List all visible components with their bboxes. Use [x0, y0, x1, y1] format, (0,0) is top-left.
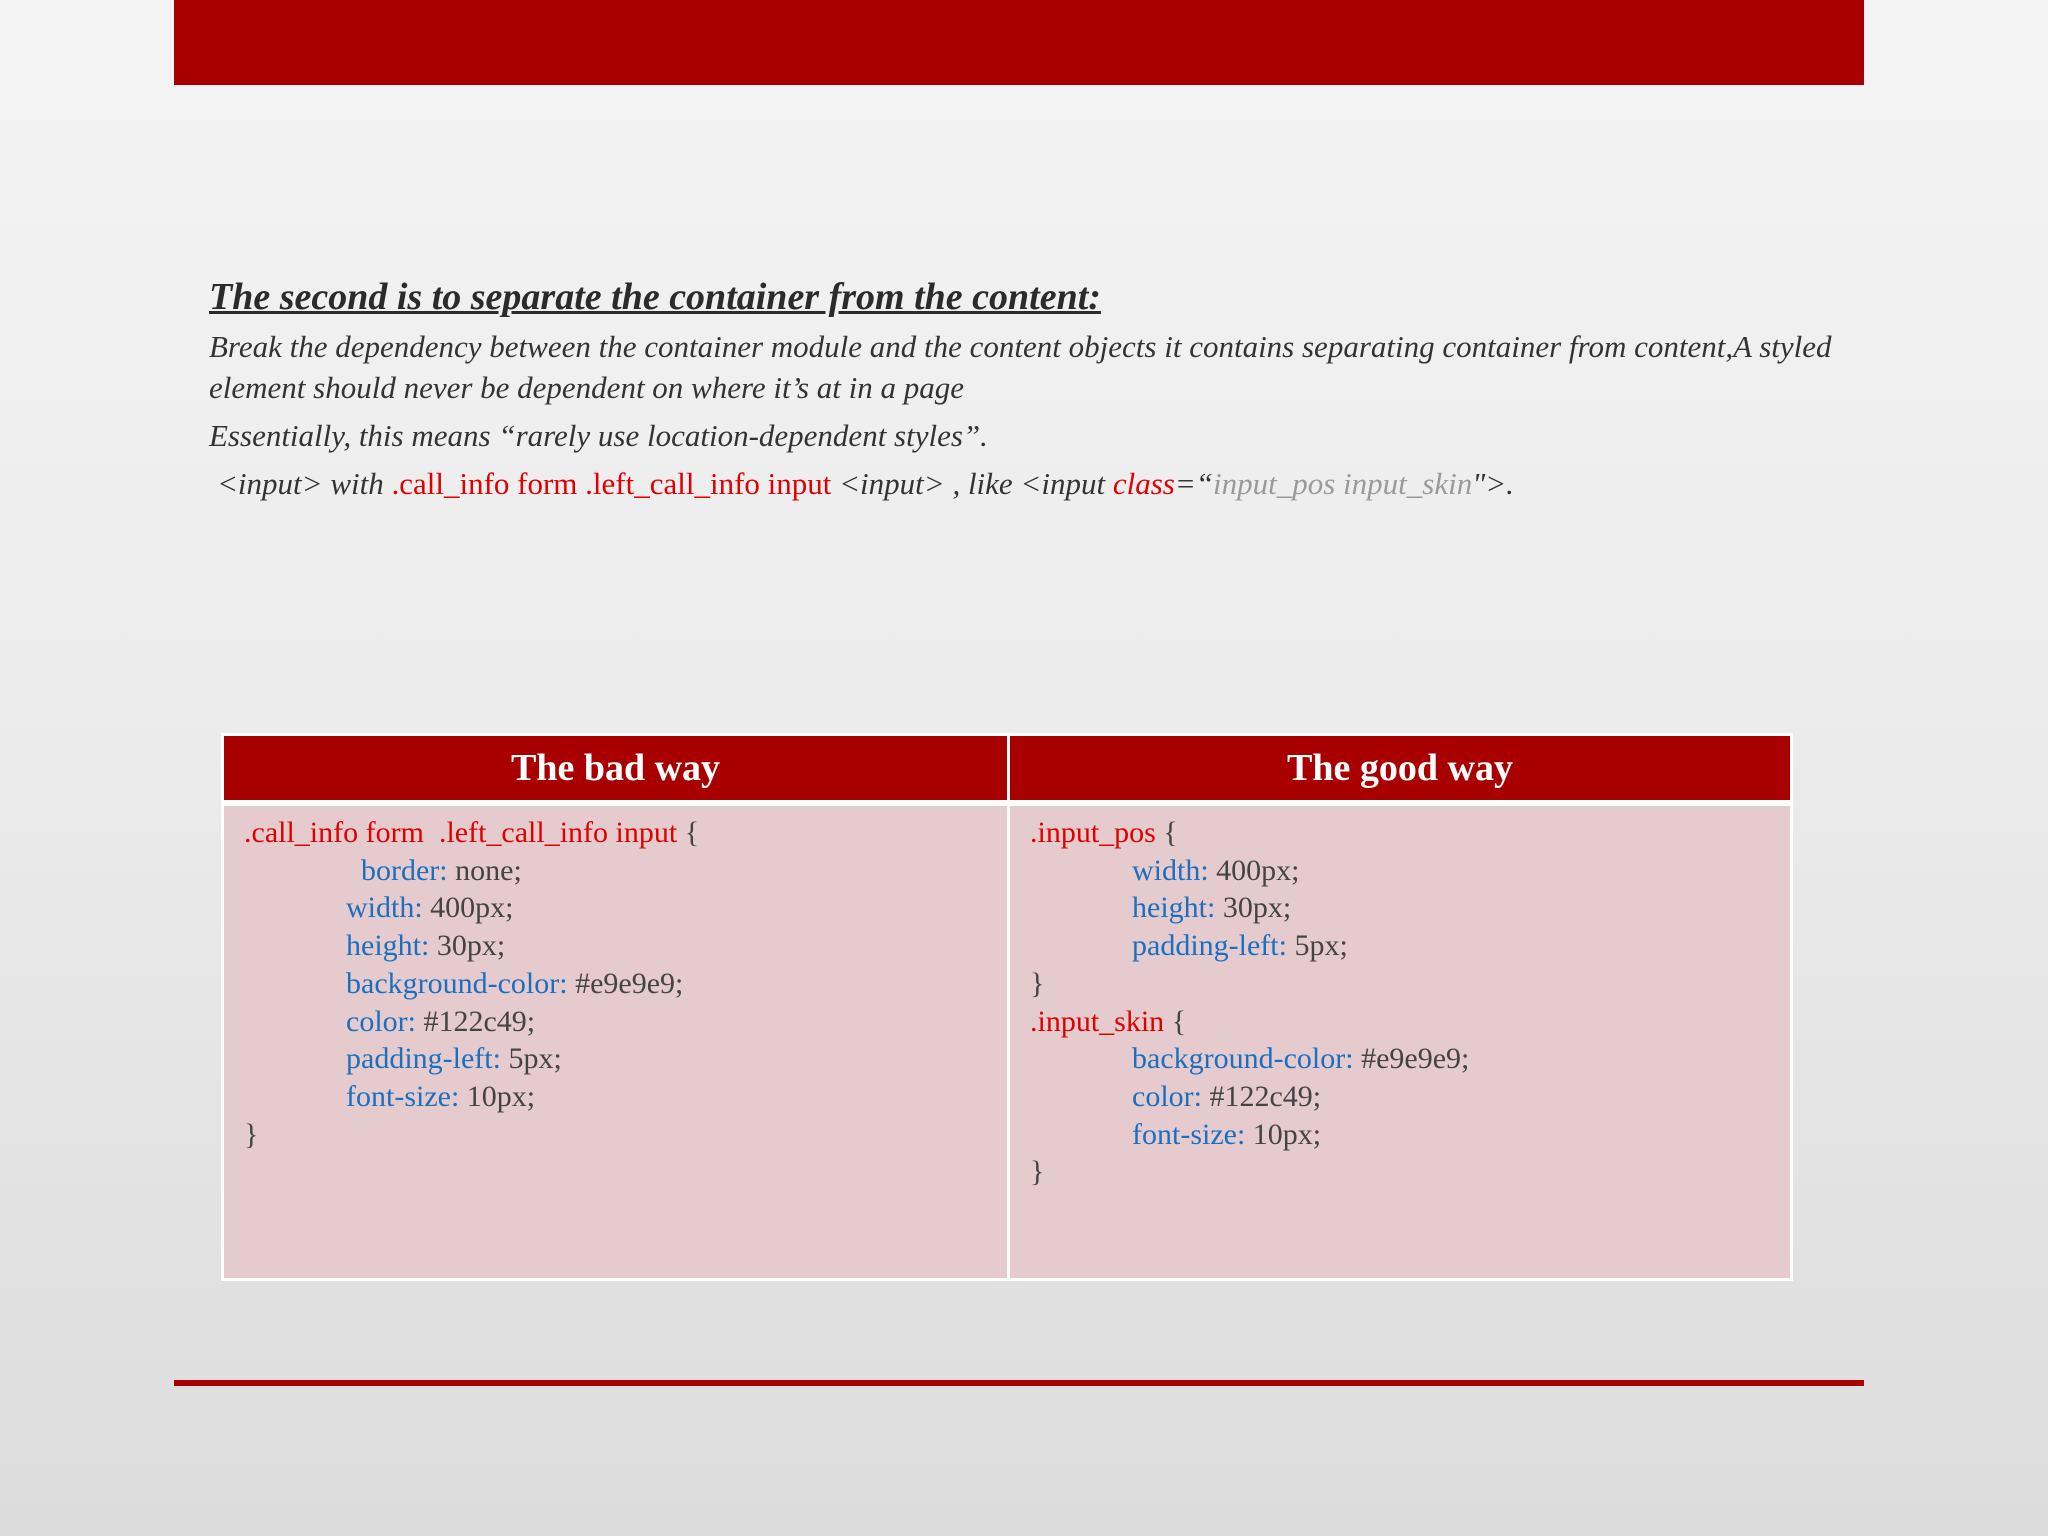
code-line	[1030, 889, 1790, 927]
css-property: font-size:	[1132, 1117, 1246, 1151]
brace: }	[1030, 966, 1045, 1000]
css-value: 400px;	[422, 891, 514, 925]
good-way-code	[1010, 806, 1790, 1278]
code-line	[1030, 1003, 1790, 1041]
example-text: <input> , like <input	[831, 466, 1113, 501]
brace: {	[677, 816, 700, 849]
css-value: none;	[447, 853, 522, 887]
css-value: 10px;	[1245, 1117, 1322, 1151]
code-line	[1030, 814, 1790, 852]
example-text: =“	[1174, 466, 1213, 501]
css-value: 10px;	[459, 1079, 536, 1113]
code-line	[244, 1078, 1007, 1116]
code-line	[244, 1040, 1007, 1078]
example-selector: .call_info form .left_call_info input	[391, 466, 832, 501]
brace: }	[244, 1117, 259, 1151]
css-property: width:	[346, 891, 423, 925]
code-line	[244, 927, 1007, 965]
css-property: padding-left:	[1132, 929, 1287, 963]
css-property: font-size:	[346, 1079, 460, 1113]
code-line	[1030, 965, 1790, 1003]
code-line	[1030, 1153, 1790, 1191]
css-property: padding-left:	[346, 1042, 501, 1076]
css-value: 5px;	[500, 1042, 562, 1076]
bad-way-code	[224, 806, 1007, 1278]
code-line	[244, 1003, 1007, 1041]
css-value: #122c49;	[415, 1004, 536, 1038]
slide-heading: The second is to separate the container from the content:	[209, 276, 1101, 318]
example-attr: class	[1112, 466, 1175, 501]
code-line	[1030, 1116, 1790, 1154]
css-value: 400px;	[1208, 853, 1300, 887]
css-value: 30px;	[429, 929, 506, 963]
css-selector: .input_skin	[1030, 1004, 1165, 1038]
brace: }	[1030, 1155, 1045, 1189]
paragraph-dependency: Break the dependency between the container module and the content objects it contains separating container from content,A styled element should never be dependent on where it’s at in a page	[209, 329, 1832, 405]
comparison-table	[221, 733, 1793, 1281]
css-property: height:	[346, 929, 430, 963]
css-property: color:	[1132, 1079, 1202, 1113]
example-class-value: input_pos input_skin	[1213, 466, 1473, 501]
brace: {	[1155, 816, 1178, 849]
css-property: background-color:	[346, 966, 568, 1000]
code-line	[1030, 1078, 1790, 1116]
example-text: ">.	[1472, 466, 1514, 501]
css-property: color:	[346, 1004, 416, 1038]
good-way-header: The good way	[1010, 736, 1790, 800]
top-accent-bar	[174, 0, 1864, 85]
paragraph-example	[209, 463, 1849, 504]
code-line	[1030, 927, 1790, 965]
css-value: 30px;	[1215, 891, 1292, 925]
css-selector: .input_pos	[1030, 816, 1156, 849]
css-value: #e9e9e9;	[567, 966, 684, 1000]
css-property: border:	[361, 853, 448, 887]
css-value: #122c49;	[1201, 1079, 1322, 1113]
slide-text	[209, 270, 1849, 504]
code-line	[244, 1116, 1007, 1154]
code-line	[1030, 852, 1790, 890]
brace: {	[1164, 1004, 1187, 1038]
code-line	[244, 852, 1007, 890]
code-line	[244, 889, 1007, 927]
css-selector: .call_info form .left_call_info input	[244, 816, 678, 849]
paragraph-essentially: Essentially, this means “rarely use location-dependent styles”.	[209, 418, 988, 453]
css-property: width:	[1132, 853, 1209, 887]
code-line	[1030, 1040, 1790, 1078]
css-property: height:	[1132, 891, 1216, 925]
bottom-accent-rule	[174, 1380, 1864, 1386]
css-value: #e9e9e9;	[1353, 1042, 1470, 1076]
code-line	[244, 965, 1007, 1003]
example-text: <input> with	[217, 466, 392, 501]
css-value: 5px;	[1286, 929, 1348, 963]
bad-way-header: The bad way	[224, 736, 1007, 800]
code-line	[244, 814, 1007, 852]
css-property: background-color:	[1132, 1042, 1354, 1076]
